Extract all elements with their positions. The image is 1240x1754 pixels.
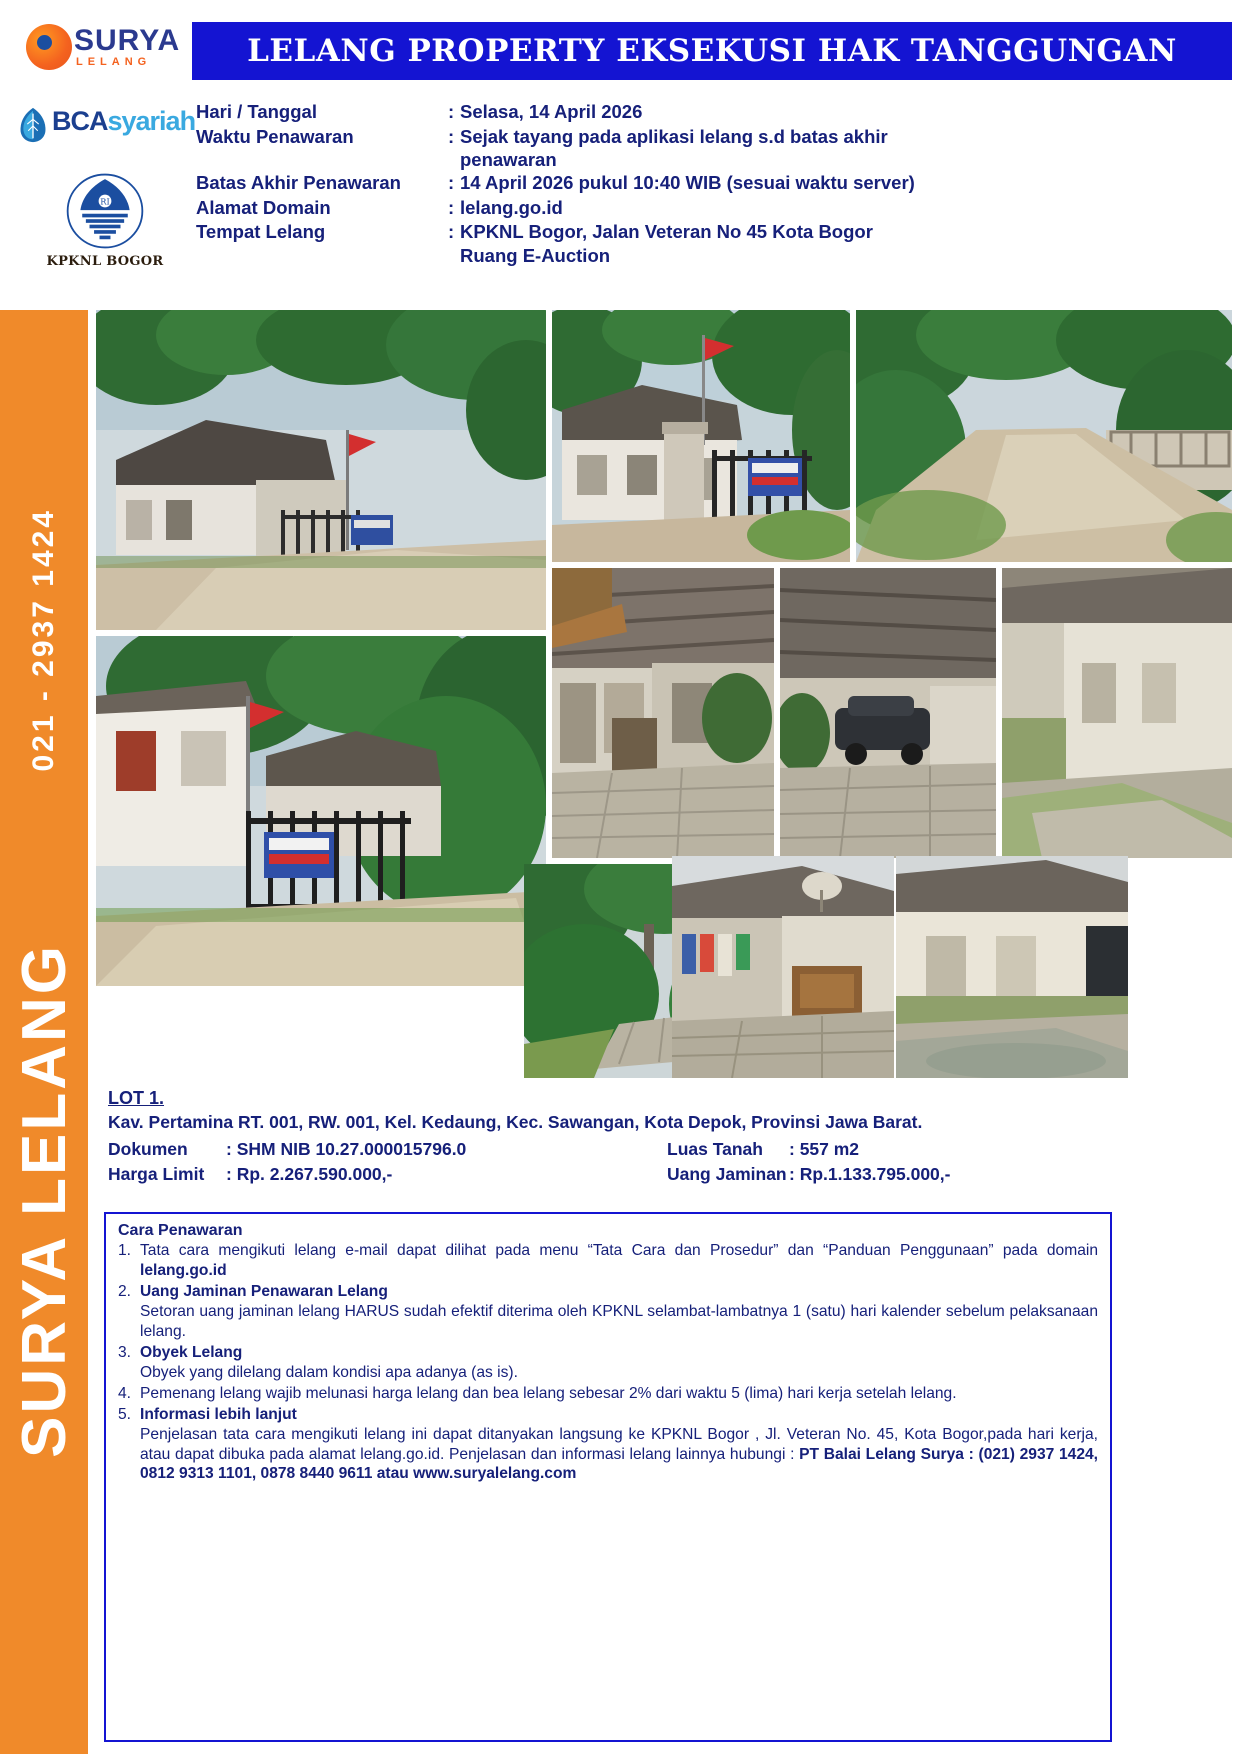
- photo-collage: [96, 310, 1232, 1078]
- info-row-waktu: [196, 125, 1226, 150]
- kpknl-emblem-icon: [64, 170, 146, 252]
- lot-harga-row: [108, 1162, 667, 1187]
- photo-house-front-wide: [96, 636, 546, 986]
- info-row-domain: [196, 196, 1226, 221]
- document-header: [0, 0, 1240, 310]
- lot-title: LOT 1.: [108, 1088, 165, 1108]
- info-label: Waktu Penawaran: [196, 125, 354, 147]
- terms-heading: Uang Jaminan Penawaran Lelang: [140, 1282, 388, 1300]
- terms-text-body: Pemenang lelang wajib melunasi harga lelang dan bea lelang sebesar 2% dari waktu 5 (lima) hari kerja setelah lelang.: [140, 1384, 957, 1402]
- terms-item-3: [118, 1343, 1098, 1383]
- terms-heading: Obyek Lelang: [140, 1343, 243, 1361]
- sidebar-phone-text: 021 - 2937 1424: [27, 508, 60, 772]
- terms-text-body: [140, 1425, 1098, 1485]
- photo-side-alley: [1002, 568, 1232, 858]
- info-value: KPKNL Bogor, Jalan Veteran No 45 Kota Bogor: [460, 221, 873, 243]
- terms-number: 1.: [118, 1242, 132, 1259]
- lot-luas-row: [667, 1137, 1226, 1162]
- terms-text: [140, 1405, 1098, 1485]
- lot-harga-label: Harga Limit: [108, 1164, 205, 1185]
- photo-gate-flag: [552, 310, 850, 562]
- photo-backyard-laundry: [672, 856, 894, 1078]
- terms-bold-contact: PT Balai Lelang Surya : (021) 2937 1424, 0812 9313 1101, 0878 8440 9611 atau: [140, 1445, 1098, 1483]
- surya-lelang-logo: [8, 18, 188, 80]
- auction-info-table: [196, 100, 1226, 267]
- left-sidebar: [0, 310, 88, 1754]
- terms-heading: Informasi lebih lanjut: [140, 1405, 297, 1423]
- svg-text:RI: RI: [100, 196, 110, 207]
- logo-subtitle: LELANG: [76, 56, 152, 68]
- terms-text: [140, 1282, 1098, 1342]
- terms-item-2: [118, 1282, 1098, 1342]
- sun-icon: [26, 24, 72, 70]
- lot-jaminan-value: : Rp.1.133.795.000,-: [789, 1164, 951, 1185]
- info-colon: :: [448, 125, 455, 147]
- lot-harga-value: : Rp. 2.267.590.000,-: [226, 1164, 393, 1185]
- info-colon: :: [448, 101, 455, 122]
- terms-item-1: [118, 1241, 1098, 1281]
- terms-text-paragraph: Penjelasan tata cara mengikuti lelang ini dapat ditanyakan langsung ke KPKNL Bogor , Jl. Veteran No. 45, Kota Bogor,pada hari kerja, atau dapat dibuka pada alamat lelang.go.id. Penjelasan dan informasi lelang lainnya hubungi :: [140, 1425, 1098, 1463]
- bca-syariah-logo: [8, 104, 196, 150]
- main-title-banner: [192, 22, 1232, 80]
- terms-bold-domain: lelang.go.id: [140, 1261, 227, 1279]
- lot-information: [108, 1088, 1226, 1188]
- lot-dokumen-value: : SHM NIB 10.27.000015796.0: [226, 1139, 467, 1159]
- info-colon: :: [448, 221, 455, 243]
- lot-dokumen-label: Dokumen: [108, 1139, 188, 1159]
- terms-item-5: [118, 1405, 1098, 1485]
- photo-carport-car: [780, 568, 996, 858]
- info-label: Tempat Lelang: [196, 221, 326, 243]
- terms-text-body: Setoran uang jaminan lelang HARUS sudah efektif diterima oleh KPKNL selambat-lambatnya 1 (satu) hari kalender sebelum pelaksanaan lelang.: [140, 1302, 1098, 1340]
- info-colon: :: [448, 196, 455, 218]
- sidebar-brand-text: SURYA LELANG: [9, 942, 79, 1458]
- kpknl-label: KPKNL BOGOR: [46, 254, 164, 269]
- terms-text-body: Obyek yang dilelang dalam kondisi apa adanya (as is).: [140, 1363, 518, 1381]
- info-row-tempat: [196, 220, 1226, 245]
- terms-text: [140, 1241, 1098, 1281]
- terms-bold-website: www.suryalelang.com: [413, 1465, 577, 1483]
- photo-dirt-road: [856, 310, 1232, 562]
- lot-luas-value: : 557 m2: [789, 1139, 860, 1159]
- info-label: Alamat Domain: [196, 196, 331, 218]
- terms-number: 2.: [118, 1282, 132, 1300]
- terms-item-4: [118, 1384, 1098, 1404]
- info-value-continued: Ruang E-Auction: [460, 244, 611, 266]
- sidebar-phone: [0, 430, 88, 850]
- lot-jaminan-label: Uang Jaminan: [667, 1164, 787, 1185]
- info-value: lelang.go.id: [460, 196, 563, 218]
- info-label: Hari / Tanggal: [196, 101, 317, 122]
- info-value-continued: penawaran: [460, 149, 557, 171]
- terms-number: 5.: [118, 1405, 132, 1423]
- photo-carport-interior: [552, 568, 774, 858]
- info-value: 14 April 2026 pukul 10:40 WIB (sesuai waktu server): [460, 172, 915, 194]
- info-value: Selasa, 14 April 2026: [460, 101, 643, 122]
- terms-text-body: Tata cara mengikuti lelang e-mail dapat dilihat pada menu “Tata Cara dan Prosedur” dan “Panduan Penggunaan” pada domain: [140, 1242, 1098, 1259]
- info-row-hari: [196, 100, 1226, 125]
- photo-house-front-road: [96, 310, 546, 630]
- terms-box: [104, 1212, 1112, 1742]
- terms-number: 3.: [118, 1343, 132, 1361]
- terms-title: Cara Penawaran: [118, 1222, 243, 1239]
- photo-side-wall-terrace: [896, 856, 1128, 1078]
- info-label: Batas Akhir Penawaran: [196, 172, 401, 194]
- lot-luas-label: Luas Tanah: [667, 1139, 763, 1159]
- terms-text: [140, 1343, 1098, 1383]
- kpknl-logo: [40, 170, 170, 285]
- lot-dokumen-row: [108, 1137, 667, 1162]
- terms-number: 4.: [118, 1384, 132, 1402]
- sidebar-brand: [0, 870, 88, 1530]
- page-title: LELANG PROPERTY EKSEKUSI HAK TANGGUNGAN: [247, 33, 1177, 69]
- leaf-icon: [14, 106, 52, 144]
- lot-address: Kav. Pertamina RT. 001, RW. 001, Kel. Kedaung, Kec. Sawangan, Kota Depok, Provinsi Jawa Barat.: [108, 1112, 923, 1132]
- info-value: Sejak tayang pada aplikasi lelang s.d batas akhir: [460, 125, 888, 147]
- info-colon: :: [448, 172, 455, 194]
- lot-jaminan-row: [667, 1162, 1226, 1187]
- logo-title: SURYA: [74, 24, 181, 57]
- info-row-batas-akhir: [196, 171, 1226, 196]
- bca-wordmark: BCAsyariah: [52, 106, 196, 136]
